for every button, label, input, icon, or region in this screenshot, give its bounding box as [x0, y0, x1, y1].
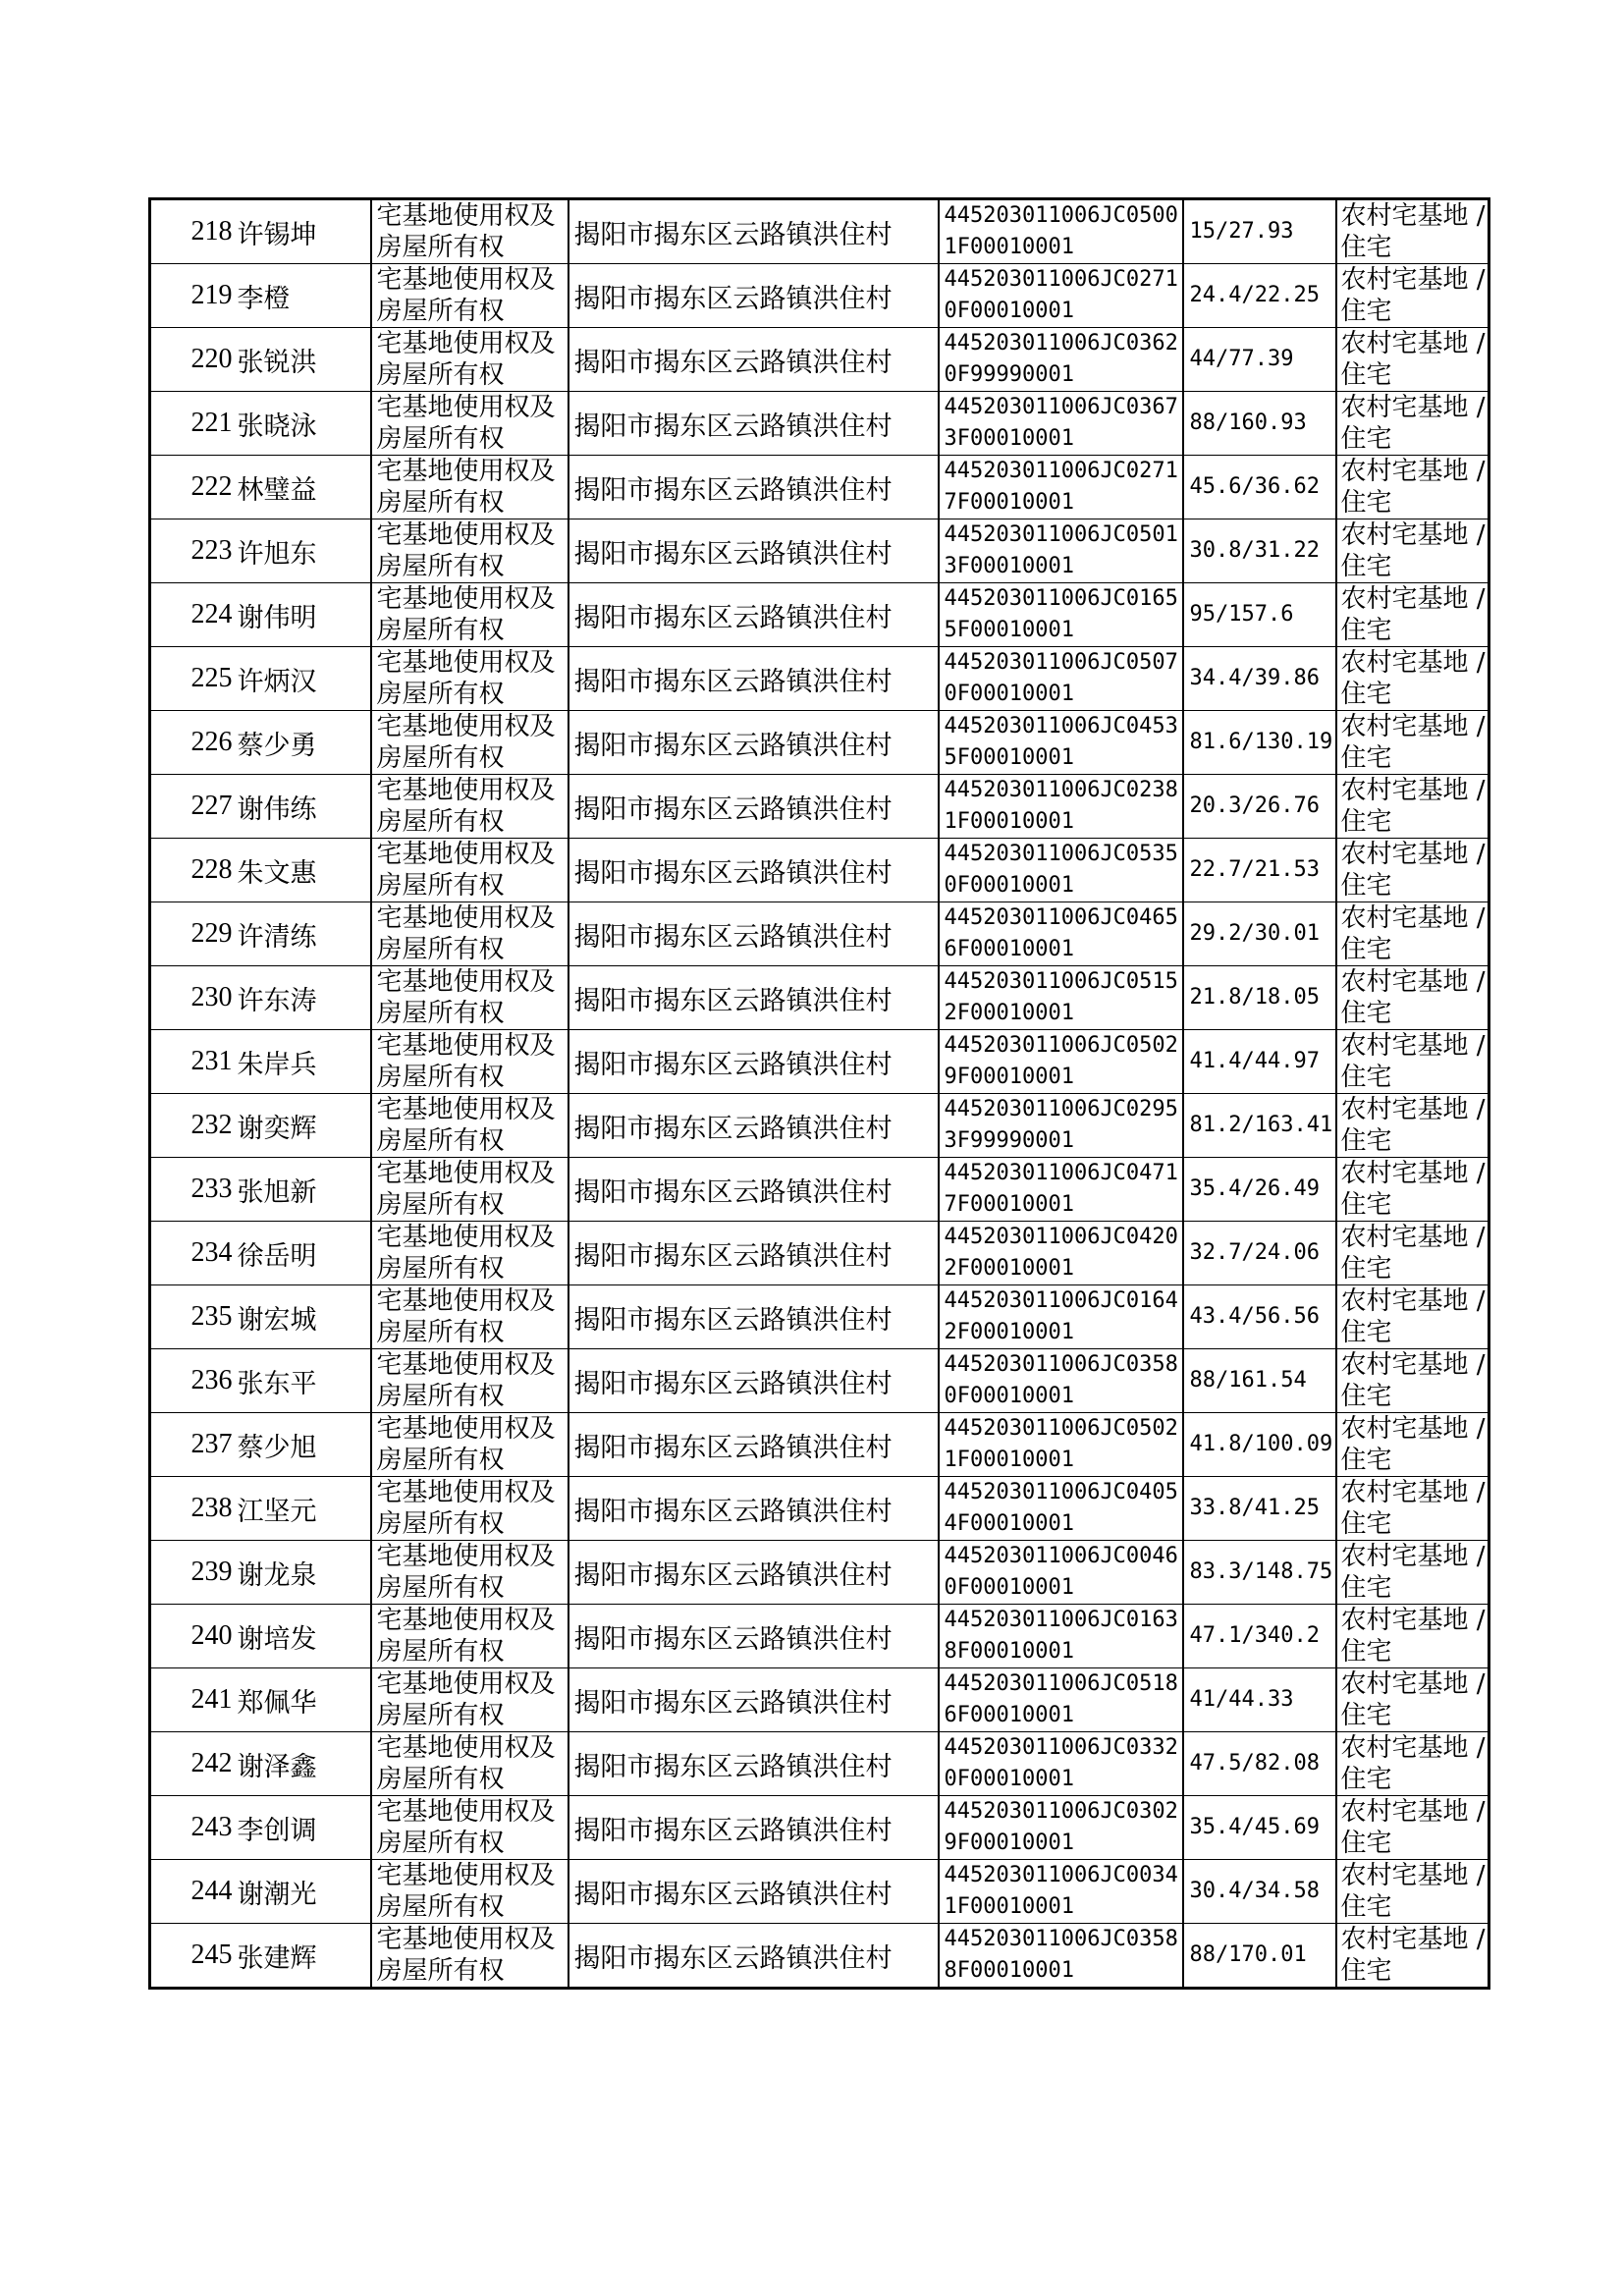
usage-cell: 农村宅基地 / 住宅: [1336, 902, 1489, 966]
area-cell: 44/77.39: [1183, 328, 1336, 392]
location-cell: 揭阳市揭东区云路镇洪住村: [568, 392, 939, 456]
owner-name-cell: 张锐洪: [236, 328, 371, 392]
table-row: [150, 647, 1489, 711]
table-row: [150, 392, 1489, 456]
row-number-cell: 226: [150, 711, 236, 775]
area-cell: 15/27.93: [1183, 199, 1336, 264]
row-number-cell: 230: [150, 966, 236, 1030]
owner-name-cell: 张建辉: [236, 1924, 371, 1989]
location-cell: 揭阳市揭东区云路镇洪住村: [568, 1158, 939, 1222]
row-number-cell: 243: [150, 1796, 236, 1860]
table-row: [150, 456, 1489, 519]
unit-code-cell: 445203011006JC04054F00010001: [939, 1477, 1183, 1541]
right-type-cell: 宅基地使用权及房屋所有权: [371, 1668, 568, 1732]
table-row: [150, 1541, 1489, 1605]
table-row: [150, 966, 1489, 1030]
unit-code-cell: 445203011006JC03620F99990001: [939, 328, 1183, 392]
table-row: [150, 199, 1489, 264]
unit-code-cell: 445203011006JC03588F00010001: [939, 1924, 1183, 1989]
location-cell: 揭阳市揭东区云路镇洪住村: [568, 1796, 939, 1860]
usage-cell: 农村宅基地 / 住宅: [1336, 392, 1489, 456]
owner-name-cell: 谢培发: [236, 1605, 371, 1668]
owner-name-cell: 朱岸兵: [236, 1030, 371, 1094]
usage-cell: 农村宅基地 / 住宅: [1336, 1668, 1489, 1732]
area-cell: 88/160.93: [1183, 392, 1336, 456]
unit-code-cell: 445203011006JC03580F00010001: [939, 1349, 1183, 1413]
location-cell: 揭阳市揭东区云路镇洪住村: [568, 199, 939, 264]
table-row: [150, 1732, 1489, 1796]
unit-code-cell: 445203011006JC05013F00010001: [939, 519, 1183, 583]
unit-code-cell: 445203011006JC01655F00010001: [939, 583, 1183, 647]
table-row: [150, 1413, 1489, 1477]
table-row: [150, 711, 1489, 775]
row-number-cell: 244: [150, 1860, 236, 1924]
table-row: [150, 1860, 1489, 1924]
area-cell: 35.4/26.49: [1183, 1158, 1336, 1222]
unit-code-cell: 445203011006JC05001F00010001: [939, 199, 1183, 264]
table-row: [150, 902, 1489, 966]
right-type-cell: 宅基地使用权及房屋所有权: [371, 1349, 568, 1413]
unit-code-cell: 445203011006JC03320F00010001: [939, 1732, 1183, 1796]
unit-code-cell: 445203011006JC00460F00010001: [939, 1541, 1183, 1605]
usage-cell: 农村宅基地 / 住宅: [1336, 1541, 1489, 1605]
right-type-cell: 宅基地使用权及房屋所有权: [371, 392, 568, 456]
owner-name-cell: 张旭新: [236, 1158, 371, 1222]
location-cell: 揭阳市揭东区云路镇洪住村: [568, 1413, 939, 1477]
right-type-cell: 宅基地使用权及房屋所有权: [371, 1477, 568, 1541]
usage-cell: 农村宅基地 / 住宅: [1336, 1924, 1489, 1989]
right-type-cell: 宅基地使用权及房屋所有权: [371, 775, 568, 839]
location-cell: 揭阳市揭东区云路镇洪住村: [568, 1349, 939, 1413]
property-rights-table: [148, 197, 1490, 1990]
area-cell: 45.6/36.62: [1183, 456, 1336, 519]
usage-cell: 农村宅基地 / 住宅: [1336, 1158, 1489, 1222]
table-row: [150, 264, 1489, 328]
unit-code-cell: 445203011006JC04535F00010001: [939, 711, 1183, 775]
row-number-cell: 220: [150, 328, 236, 392]
area-cell: 47.5/82.08: [1183, 1732, 1336, 1796]
location-cell: 揭阳市揭东区云路镇洪住村: [568, 328, 939, 392]
unit-code-cell: 445203011006JC02717F00010001: [939, 456, 1183, 519]
location-cell: 揭阳市揭东区云路镇洪住村: [568, 456, 939, 519]
row-number-cell: 236: [150, 1349, 236, 1413]
row-number-cell: 218: [150, 199, 236, 264]
owner-name-cell: 朱文惠: [236, 839, 371, 902]
owner-name-cell: 谢潮光: [236, 1860, 371, 1924]
right-type-cell: 宅基地使用权及房屋所有权: [371, 1605, 568, 1668]
location-cell: 揭阳市揭东区云路镇洪住村: [568, 1030, 939, 1094]
owner-name-cell: 张东平: [236, 1349, 371, 1413]
location-cell: 揭阳市揭东区云路镇洪住村: [568, 775, 939, 839]
table-row: [150, 1924, 1489, 1989]
location-cell: 揭阳市揭东区云路镇洪住村: [568, 1222, 939, 1285]
table-row: [150, 1349, 1489, 1413]
table-row: [150, 1668, 1489, 1732]
usage-cell: 农村宅基地 / 住宅: [1336, 1796, 1489, 1860]
right-type-cell: 宅基地使用权及房屋所有权: [371, 1222, 568, 1285]
usage-cell: 农村宅基地 / 住宅: [1336, 1349, 1489, 1413]
owner-name-cell: 江坚元: [236, 1477, 371, 1541]
owner-name-cell: 许东涛: [236, 966, 371, 1030]
usage-cell: 农村宅基地 / 住宅: [1336, 583, 1489, 647]
row-number-cell: 237: [150, 1413, 236, 1477]
owner-name-cell: 许炳汉: [236, 647, 371, 711]
unit-code-cell: 445203011006JC04656F00010001: [939, 902, 1183, 966]
row-number-cell: 242: [150, 1732, 236, 1796]
right-type-cell: 宅基地使用权及房屋所有权: [371, 1860, 568, 1924]
usage-cell: 农村宅基地 / 住宅: [1336, 1413, 1489, 1477]
unit-code-cell: 445203011006JC03029F00010001: [939, 1796, 1183, 1860]
usage-cell: 农村宅基地 / 住宅: [1336, 839, 1489, 902]
right-type-cell: 宅基地使用权及房屋所有权: [371, 902, 568, 966]
unit-code-cell: 445203011006JC02381F00010001: [939, 775, 1183, 839]
row-number-cell: 235: [150, 1285, 236, 1349]
owner-name-cell: 许旭东: [236, 519, 371, 583]
area-cell: 22.7/21.53: [1183, 839, 1336, 902]
owner-name-cell: 徐岳明: [236, 1222, 371, 1285]
owner-name-cell: 谢伟练: [236, 775, 371, 839]
owner-name-cell: 许清练: [236, 902, 371, 966]
right-type-cell: 宅基地使用权及房屋所有权: [371, 199, 568, 264]
row-number-cell: 234: [150, 1222, 236, 1285]
owner-name-cell: 谢伟明: [236, 583, 371, 647]
right-type-cell: 宅基地使用权及房屋所有权: [371, 1094, 568, 1158]
right-type-cell: 宅基地使用权及房屋所有权: [371, 1285, 568, 1349]
usage-cell: 农村宅基地 / 住宅: [1336, 264, 1489, 328]
unit-code-cell: 445203011006JC05021F00010001: [939, 1413, 1183, 1477]
location-cell: 揭阳市揭东区云路镇洪住村: [568, 647, 939, 711]
usage-cell: 农村宅基地 / 住宅: [1336, 1285, 1489, 1349]
right-type-cell: 宅基地使用权及房屋所有权: [371, 647, 568, 711]
row-number-cell: 222: [150, 456, 236, 519]
area-cell: 21.8/18.05: [1183, 966, 1336, 1030]
table-body: [150, 199, 1489, 1989]
row-number-cell: 227: [150, 775, 236, 839]
area-cell: 41/44.33: [1183, 1668, 1336, 1732]
row-number-cell: 229: [150, 902, 236, 966]
owner-name-cell: 蔡少旭: [236, 1413, 371, 1477]
usage-cell: 农村宅基地 / 住宅: [1336, 647, 1489, 711]
usage-cell: 农村宅基地 / 住宅: [1336, 1477, 1489, 1541]
row-number-cell: 219: [150, 264, 236, 328]
area-cell: 32.7/24.06: [1183, 1222, 1336, 1285]
location-cell: 揭阳市揭东区云路镇洪住村: [568, 1605, 939, 1668]
usage-cell: 农村宅基地 / 住宅: [1336, 1094, 1489, 1158]
usage-cell: 农村宅基地 / 住宅: [1336, 199, 1489, 264]
right-type-cell: 宅基地使用权及房屋所有权: [371, 1732, 568, 1796]
right-type-cell: 宅基地使用权及房屋所有权: [371, 1413, 568, 1477]
unit-code-cell: 445203011006JC02710F00010001: [939, 264, 1183, 328]
right-type-cell: 宅基地使用权及房屋所有权: [371, 1030, 568, 1094]
location-cell: 揭阳市揭东区云路镇洪住村: [568, 1924, 939, 1989]
row-number-cell: 224: [150, 583, 236, 647]
usage-cell: 农村宅基地 / 住宅: [1336, 1860, 1489, 1924]
location-cell: 揭阳市揭东区云路镇洪住村: [568, 1732, 939, 1796]
area-cell: 88/161.54: [1183, 1349, 1336, 1413]
area-cell: 33.8/41.25: [1183, 1477, 1336, 1541]
owner-name-cell: 许锡坤: [236, 199, 371, 264]
location-cell: 揭阳市揭东区云路镇洪住村: [568, 966, 939, 1030]
usage-cell: 农村宅基地 / 住宅: [1336, 328, 1489, 392]
owner-name-cell: 谢宏城: [236, 1285, 371, 1349]
unit-code-cell: 445203011006JC05186F00010001: [939, 1668, 1183, 1732]
table-row: [150, 519, 1489, 583]
unit-code-cell: 445203011006JC01638F00010001: [939, 1605, 1183, 1668]
owner-name-cell: 林璧益: [236, 456, 371, 519]
usage-cell: 农村宅基地 / 住宅: [1336, 1605, 1489, 1668]
location-cell: 揭阳市揭东区云路镇洪住村: [568, 1668, 939, 1732]
row-number-cell: 240: [150, 1605, 236, 1668]
right-type-cell: 宅基地使用权及房屋所有权: [371, 711, 568, 775]
right-type-cell: 宅基地使用权及房屋所有权: [371, 1541, 568, 1605]
table-row: [150, 775, 1489, 839]
owner-name-cell: 谢奕辉: [236, 1094, 371, 1158]
usage-cell: 农村宅基地 / 住宅: [1336, 519, 1489, 583]
area-cell: 20.3/26.76: [1183, 775, 1336, 839]
table-row: [150, 583, 1489, 647]
area-cell: 43.4/56.56: [1183, 1285, 1336, 1349]
row-number-cell: 221: [150, 392, 236, 456]
right-type-cell: 宅基地使用权及房屋所有权: [371, 839, 568, 902]
area-cell: 88/170.01: [1183, 1924, 1336, 1989]
row-number-cell: 231: [150, 1030, 236, 1094]
usage-cell: 农村宅基地 / 住宅: [1336, 1222, 1489, 1285]
usage-cell: 农村宅基地 / 住宅: [1336, 1030, 1489, 1094]
owner-name-cell: 张晓泳: [236, 392, 371, 456]
row-number-cell: 228: [150, 839, 236, 902]
area-cell: 83.3/148.75: [1183, 1541, 1336, 1605]
unit-code-cell: 445203011006JC04717F00010001: [939, 1158, 1183, 1222]
table-row: [150, 1285, 1489, 1349]
owner-name-cell: 蔡少勇: [236, 711, 371, 775]
location-cell: 揭阳市揭东区云路镇洪住村: [568, 1094, 939, 1158]
owner-name-cell: 李橙: [236, 264, 371, 328]
row-number-cell: 245: [150, 1924, 236, 1989]
location-cell: 揭阳市揭东区云路镇洪住村: [568, 1860, 939, 1924]
unit-code-cell: 445203011006JC00341F00010001: [939, 1860, 1183, 1924]
usage-cell: 农村宅基地 / 住宅: [1336, 456, 1489, 519]
right-type-cell: 宅基地使用权及房屋所有权: [371, 1924, 568, 1989]
row-number-cell: 239: [150, 1541, 236, 1605]
area-cell: 81.2/163.41: [1183, 1094, 1336, 1158]
area-cell: 30.8/31.22: [1183, 519, 1336, 583]
row-number-cell: 225: [150, 647, 236, 711]
usage-cell: 农村宅基地 / 住宅: [1336, 966, 1489, 1030]
location-cell: 揭阳市揭东区云路镇洪住村: [568, 902, 939, 966]
table-row: [150, 1158, 1489, 1222]
location-cell: 揭阳市揭东区云路镇洪住村: [568, 264, 939, 328]
location-cell: 揭阳市揭东区云路镇洪住村: [568, 583, 939, 647]
area-cell: 34.4/39.86: [1183, 647, 1336, 711]
unit-code-cell: 445203011006JC05350F00010001: [939, 839, 1183, 902]
row-number-cell: 232: [150, 1094, 236, 1158]
table-row: [150, 1222, 1489, 1285]
row-number-cell: 223: [150, 519, 236, 583]
unit-code-cell: 445203011006JC01642F00010001: [939, 1285, 1183, 1349]
location-cell: 揭阳市揭东区云路镇洪住村: [568, 1477, 939, 1541]
unit-code-cell: 445203011006JC03673F00010001: [939, 392, 1183, 456]
area-cell: 41.4/44.97: [1183, 1030, 1336, 1094]
area-cell: 30.4/34.58: [1183, 1860, 1336, 1924]
owner-name-cell: 谢泽鑫: [236, 1732, 371, 1796]
area-cell: 41.8/100.09: [1183, 1413, 1336, 1477]
right-type-cell: 宅基地使用权及房屋所有权: [371, 328, 568, 392]
area-cell: 47.1/340.2: [1183, 1605, 1336, 1668]
right-type-cell: 宅基地使用权及房屋所有权: [371, 519, 568, 583]
right-type-cell: 宅基地使用权及房屋所有权: [371, 264, 568, 328]
location-cell: 揭阳市揭东区云路镇洪住村: [568, 519, 939, 583]
right-type-cell: 宅基地使用权及房屋所有权: [371, 966, 568, 1030]
table-row: [150, 1605, 1489, 1668]
right-type-cell: 宅基地使用权及房屋所有权: [371, 583, 568, 647]
location-cell: 揭阳市揭东区云路镇洪住村: [568, 1285, 939, 1349]
right-type-cell: 宅基地使用权及房屋所有权: [371, 1158, 568, 1222]
usage-cell: 农村宅基地 / 住宅: [1336, 775, 1489, 839]
unit-code-cell: 445203011006JC05070F00010001: [939, 647, 1183, 711]
table-row: [150, 1030, 1489, 1094]
row-number-cell: 233: [150, 1158, 236, 1222]
table-row: [150, 1477, 1489, 1541]
table-row: [150, 1796, 1489, 1860]
area-cell: 81.6/130.19: [1183, 711, 1336, 775]
area-cell: 35.4/45.69: [1183, 1796, 1336, 1860]
row-number-cell: 238: [150, 1477, 236, 1541]
location-cell: 揭阳市揭东区云路镇洪住村: [568, 711, 939, 775]
table-row: [150, 1094, 1489, 1158]
table-row: [150, 839, 1489, 902]
location-cell: 揭阳市揭东区云路镇洪住村: [568, 839, 939, 902]
unit-code-cell: 445203011006JC05152F00010001: [939, 966, 1183, 1030]
area-cell: 24.4/22.25: [1183, 264, 1336, 328]
table-row: [150, 328, 1489, 392]
usage-cell: 农村宅基地 / 住宅: [1336, 711, 1489, 775]
owner-name-cell: 郑佩华: [236, 1668, 371, 1732]
unit-code-cell: 445203011006JC05029F00010001: [939, 1030, 1183, 1094]
owner-name-cell: 李创调: [236, 1796, 371, 1860]
right-type-cell: 宅基地使用权及房屋所有权: [371, 456, 568, 519]
right-type-cell: 宅基地使用权及房屋所有权: [371, 1796, 568, 1860]
area-cell: 29.2/30.01: [1183, 902, 1336, 966]
area-cell: 95/157.6: [1183, 583, 1336, 647]
usage-cell: 农村宅基地 / 住宅: [1336, 1732, 1489, 1796]
location-cell: 揭阳市揭东区云路镇洪住村: [568, 1541, 939, 1605]
row-number-cell: 241: [150, 1668, 236, 1732]
owner-name-cell: 谢龙泉: [236, 1541, 371, 1605]
unit-code-cell: 445203011006JC02953F99990001: [939, 1094, 1183, 1158]
unit-code-cell: 445203011006JC04202F00010001: [939, 1222, 1183, 1285]
